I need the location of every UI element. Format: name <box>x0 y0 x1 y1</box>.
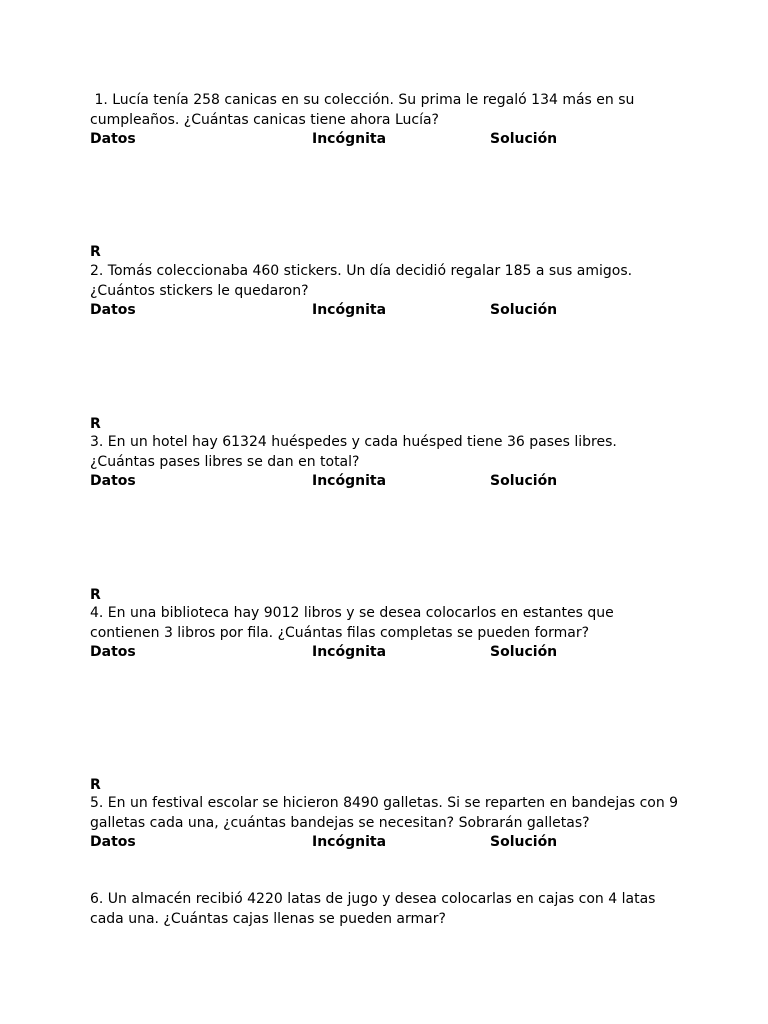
problem-6 <box>90 889 690 929</box>
solucion-header: Solución <box>490 834 558 850</box>
problem-4-line-1: 4. En una biblioteca hay 9012 libros y se desea colocarlos en estantes que <box>90 605 614 621</box>
incognita-header: Incógnita <box>312 834 387 850</box>
problem-3-line-1: 3. En un hotel hay 61324 huéspedes y cada huésped tiene 36 pases libres. <box>90 434 617 450</box>
problem-3-answer-label: R <box>90 587 101 603</box>
problem-6-line-2: cada una. ¿Cuántas cajas llenas se pueden armar? <box>90 911 446 927</box>
datos-header: Datos <box>90 644 136 660</box>
incognita-header: Incógnita <box>312 473 387 489</box>
problem-4-answer-label: R <box>90 777 101 793</box>
problem-1-headers <box>90 130 690 150</box>
problem-6-line-1: 6. Un almacén recibió 4220 latas de jugo y desea colocarlas en cajas con 4 latas <box>90 891 656 907</box>
solucion-header: Solución <box>490 644 558 660</box>
datos-header: Datos <box>90 834 136 850</box>
incognita-header: Incógnita <box>312 644 387 660</box>
problem-2 <box>90 261 690 321</box>
problem-1-line-1: 1. Lucía tenía 258 canicas en su colección. Su prima le regaló 134 más en su <box>90 92 635 108</box>
problem-3-headers <box>90 472 690 492</box>
problem-5 <box>90 793 690 853</box>
datos-header: Datos <box>90 131 136 147</box>
problem-4-line-2: contienen 3 libros por fila. ¿Cuántas filas completas se pueden formar? <box>90 625 590 641</box>
problem-5-headers <box>90 833 690 853</box>
problem-5-line-1: 5. En un festival escolar se hicieron 8490 galletas. Si se reparten en bandejas con 9 <box>90 795 679 811</box>
problem-2-line-2: ¿Cuántos stickers le quedaron? <box>90 283 309 299</box>
incognita-header: Incógnita <box>312 302 387 318</box>
problem-4 <box>90 603 690 663</box>
datos-header: Datos <box>90 473 136 489</box>
problem-5-line-2: galletas cada una, ¿cuántas bandejas se necesitan? Sobrarán galletas? <box>90 815 590 831</box>
solucion-header: Solución <box>490 473 558 489</box>
problem-2-answer-label: R <box>90 416 101 432</box>
problem-2-headers <box>90 301 690 321</box>
problem-3 <box>90 432 690 492</box>
solucion-header: Solución <box>490 131 558 147</box>
problem-1-line-2: cumpleaños. ¿Cuántas canicas tiene ahora Lucía? <box>90 112 439 128</box>
datos-header: Datos <box>90 302 136 318</box>
solucion-header: Solución <box>490 302 558 318</box>
problem-1-answer-label: R <box>90 244 101 260</box>
incognita-header: Incógnita <box>312 131 387 147</box>
problem-2-line-1: 2. Tomás coleccionaba 460 stickers. Un día decidió regalar 185 a sus amigos. <box>90 263 633 279</box>
problem-4-headers <box>90 643 690 663</box>
problem-1 <box>90 90 690 150</box>
problem-3-line-2: ¿Cuántas pases libres se dan en total? <box>90 454 360 470</box>
